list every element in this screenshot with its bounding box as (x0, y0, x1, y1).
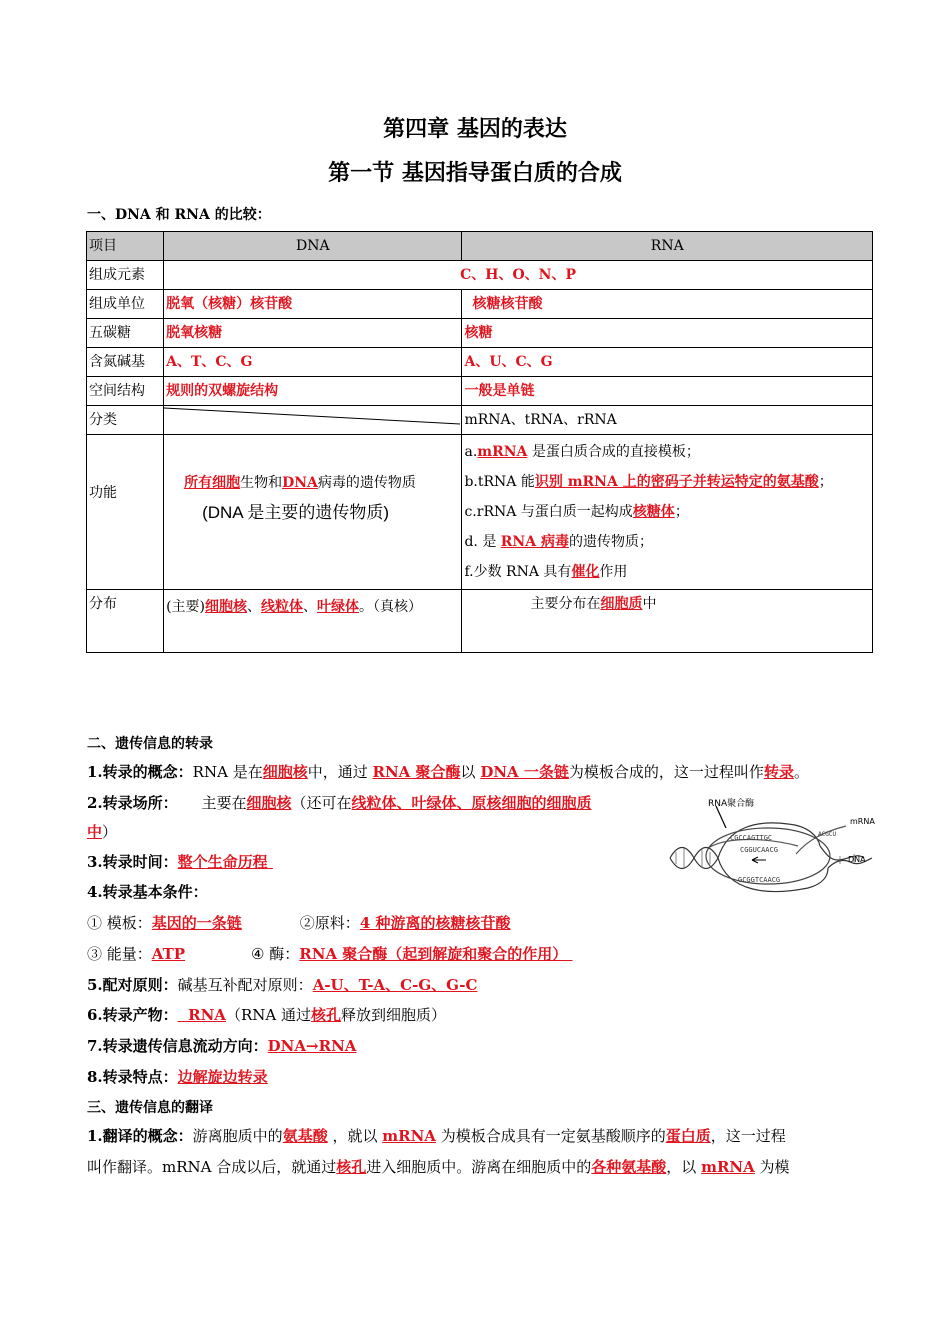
rna-structure: 一般是单链 (462, 377, 873, 406)
rna-function-a: a.mRNA 是蛋白质合成的直接模板； (464, 444, 700, 460)
dna-function-text2: 病毒的遗传物质 (317, 475, 416, 491)
transcription-energy-enzyme: ③ 能量：ATP ④ 酶：RNA 聚合酶（起到解旋和聚合的作用） (87, 945, 573, 963)
row-label: 功能 (87, 435, 164, 590)
header-dna: DNA (164, 232, 462, 261)
part3-heading: 三、遗传信息的翻译 (87, 1100, 213, 1116)
row-label: 空间结构 (87, 377, 164, 406)
dna-base: A、T、C、G (164, 348, 462, 377)
translation-concept-cont: 叫作翻译。mRNA 合成以后，就通过核孔进入细胞质中。游离在细胞质中的各种氨基酸，以 mRNA 为模 (87, 1158, 790, 1176)
row-label: 分类 (87, 406, 164, 435)
table-row (87, 406, 873, 435)
dna-function-cells: 所有细胞 (184, 475, 241, 491)
translation-concept: 1.翻译的概念：游离胞质中的氨基酸 ，就以 mRNA 为模板合成具有一定氨基酸顺序的蛋白质，这一过程 (87, 1127, 786, 1145)
diagram-seq-top: CGCCAGTTGC (730, 834, 773, 842)
table-row (87, 348, 873, 377)
transcription-conditions: 4.转录基本条件： (87, 883, 208, 901)
dna-function-text: 生物和 (240, 475, 283, 491)
diagram-seq-mid: CGGUCAACG (740, 846, 778, 854)
section-title: 第一节 基因指导蛋白质的合成 (328, 160, 622, 186)
table-row (87, 590, 873, 653)
table-row (87, 377, 873, 406)
table-row (87, 261, 873, 290)
rna-unit: 核糖核苷酸 (462, 290, 873, 319)
rna-distribution: 主要分布在细胞质中 (462, 590, 873, 653)
diagram-enzyme-label: RNA聚合酶 (708, 799, 755, 809)
diagonal-line (164, 406, 462, 434)
rna-types: mRNA、tRNA、rRNA (462, 406, 873, 435)
table-row (87, 290, 873, 319)
row-label: 组成元素 (87, 261, 164, 290)
row-label: 组成单位 (87, 290, 164, 319)
table-row (87, 319, 873, 348)
rna-function-b: b.tRNA 能识别 mRNA 上的密码子并转运特定的氨基酸； (464, 474, 833, 490)
dna-structure: 规则的双螺旋结构 (164, 377, 462, 406)
rna-function-d: d. 是 RNA 病毒的遗传物质； (464, 534, 653, 550)
transcription-time: 3.转录时间：整个生命历程 (87, 853, 273, 871)
diagram-dna-label: DNA (848, 855, 866, 864)
table-row (87, 435, 873, 590)
transcription-site-cont: 中） (87, 823, 118, 841)
dna-function-note: (DNA 是主要的遗传物质) (202, 503, 390, 522)
dna-function (164, 435, 462, 590)
header-item: 项目 (87, 232, 164, 261)
row-label: 五碳糖 (87, 319, 164, 348)
part1-heading: 一、DNA 和 RNA 的比较： (87, 207, 271, 223)
dna-rna-comparison-table (86, 231, 873, 653)
row-label: 分布 (87, 590, 164, 653)
dna-function-virus: DNA (282, 475, 318, 491)
header-rna: RNA (462, 232, 873, 261)
transcription-feature: 8.转录特点：边解旋边转录 (87, 1068, 268, 1086)
dna-types-empty (164, 406, 462, 435)
rna-sugar: 核糖 (462, 319, 873, 348)
table-header-row (87, 232, 873, 261)
transcription-template-material: ① 模板：基因的一条链 ②原料：4 种游离的核糖核苷酸 (87, 914, 511, 932)
row-label: 含氮碱基 (87, 348, 164, 377)
transcription-diagram (668, 796, 878, 906)
transcription-product: 6.转录产物： RNA（RNA 通过核孔释放到细胞质） (87, 1006, 446, 1024)
pairing-principle: 5.配对原则：碱基互补配对原则：A-U、T-A、C-G、G-C (87, 976, 478, 994)
diagram-seq-bot: GCGGTCAACG (738, 876, 781, 884)
part2-heading: 二、遗传信息的转录 (87, 736, 213, 752)
diagram-seq-rna: ACGCU (818, 831, 837, 838)
dna-sugar: 脱氧核糖 (164, 319, 462, 348)
rna-function-f: f.少数 RNA 具有催化作用 (464, 564, 628, 580)
transcription-concept: 1.转录的概念：RNA 是在细胞核中，通过 RNA 聚合酶以 DNA 一条链为模板合成的，这一过程叫作转录。 (87, 763, 809, 781)
rna-function-c: c.rRNA 与蛋白质一起构成核糖体； (464, 504, 689, 520)
diagram-mrna-label: mRNA (850, 817, 875, 826)
chapter-title: 第四章 基因的表达 (383, 116, 567, 142)
dna-distribution: (主要)细胞核、线粒体、叶绿体。（真核） (164, 590, 462, 653)
elements-value: C、H、O、N、P (164, 261, 873, 290)
rna-function (462, 435, 873, 590)
information-flow: 7.转录遗传信息流动方向：DNA→RNA (87, 1037, 357, 1055)
rna-base: A、U、C、G (462, 348, 873, 377)
dna-unit: 脱氧（核糖）核苷酸 (164, 290, 462, 319)
transcription-site: 2.转录场所： 主要在细胞核（还可在线粒体、叶绿体、原核细胞的细胞质 (87, 794, 592, 812)
